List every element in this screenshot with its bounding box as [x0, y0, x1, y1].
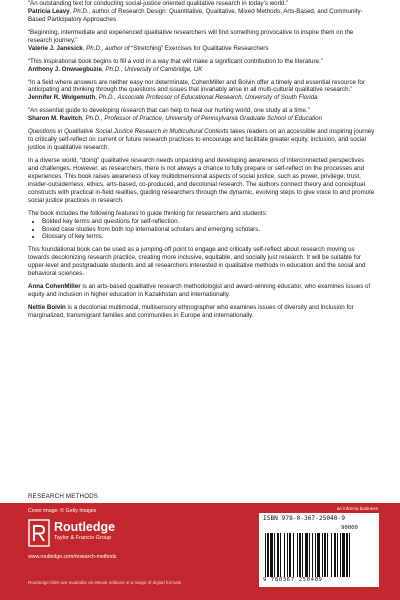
list-item: • Glossary of key terms.	[42, 233, 376, 241]
endorsement-role: Ph.D., Associate Professor of Educational Research, University of South Florida	[98, 94, 318, 102]
endorsements	[28, 0, 376, 123]
endorsement-author: Anthony J. Onwuegbuzie	[28, 65, 102, 73]
barcode-panel	[259, 513, 379, 587]
endorsement	[28, 107, 376, 123]
publisher-website: www.routledge.com/research-methods	[28, 554, 117, 560]
features-intro: The book includes the following features to guide thinking for researchers and students:	[28, 209, 268, 217]
endorsement	[28, 79, 376, 103]
endorsement	[28, 29, 376, 53]
endorsement-role: Ph.D., author of	[86, 44, 130, 52]
cover-credit: Cover image: © Getty Images	[28, 508, 97, 514]
endorsement-sep: ,	[101, 65, 106, 73]
price-code: 90000	[341, 525, 358, 531]
endorsement-text: “This inspirational book begins to fill a void in a way that will make a significant contribution to the literature.”	[28, 57, 323, 65]
endorsement-author: Sharon M. Ravitch	[28, 115, 82, 123]
book-title: Questions in Qualitative Social Justice Research in Multicultural Contexts	[28, 128, 229, 136]
endorsement-role: Ph.D.	[73, 7, 89, 15]
endorsement-role-rest: , author of Research Design: Quantitative, Qualitative, Mixed Methods, Arts-Based, and Community-Based Participatory Approaches	[28, 7, 363, 23]
description-intro-text: takes readers on an accessible and inspiring journey to critically self-reflect on current or future research practices to encourage and facilitate greater equity, inclusion, and social justice in qualitative research.	[28, 128, 375, 152]
features-block	[28, 210, 376, 242]
author-name: Anna CohenMiller	[28, 283, 81, 291]
description-paragraph: This foundational book can be used as a jumping-off point to engage and critically self-reflect about research moving us towards decolonizing research practice, creating more inclusive, equitable, and socially just research. It will be suitable for upper-level and postgraduate students and all researchers interested in qualitative methods in education and the social and behavioral sciences.	[28, 246, 366, 278]
endorsement-text: “An essential guide to developing research that can help to heal our hurting world, one study at a time.”	[28, 107, 310, 115]
endorsement-author: Valerie J. Janesick	[28, 44, 83, 52]
informa-tagline: an informa business	[336, 506, 378, 511]
author-bio-text: is a decolonial multimodal, multisensory ethnographer who examines issues of diversity and inclusion for marginalized, transmigrant families and communities in Europe and internationally.	[28, 304, 354, 319]
routledge-logo-icon	[28, 519, 50, 547]
author-bio	[28, 304, 376, 320]
author-name: Nettie Boivin	[28, 304, 66, 311]
endorsement-sep: ,	[69, 7, 74, 15]
list-item: • Bolded key terms and questions for self-reflection.	[42, 218, 376, 226]
endorsement	[28, 0, 376, 24]
description-intro	[28, 128, 376, 152]
publisher-logo	[28, 519, 158, 547]
endorsement-text: “An outstanding text for conducting social-justice oriented qualitative research in today’s world.”	[28, 0, 289, 7]
publisher-name: Routledge	[54, 520, 116, 534]
endorsement-text: “Beginning, intermediate and experienced qualitative researchers will find something provocative to inspire them on the research journey.”	[28, 28, 354, 44]
author-bio	[28, 283, 376, 299]
back-cover-text	[28, 0, 376, 325]
endorsement-role: Ph.D., University of Cambridge, UK	[105, 65, 203, 73]
publisher-group: Taylor & Francis Group	[54, 535, 112, 541]
list-item: • Boxed case studies from both top international scholars and emerging scholars.	[42, 226, 376, 234]
ebook-note: Routledge titles are available as eBook editions in a range of digital formats	[28, 580, 182, 585]
endorsement-text: “In a field where answers are neither easy nor determinate, CohenMiller and Boivin offer a timely and essential resource for anticipating and thinking through the questions and issues that invariably arise in all multi-cultural qualitative research.”	[28, 78, 365, 94]
endorsement-role-rest: “Stretching” Exercises for Qualitative Researchers	[129, 44, 269, 52]
barcode-digits: 9 780367 250409	[263, 577, 323, 583]
author-bio-text: is an arts-based qualitative research methodologist and award-winning educator, who examines issues of equity and inclusion in higher education in Kazakhstan and internationally.	[28, 283, 371, 299]
endorsement-author: Patricia Leavy	[28, 7, 70, 15]
endorsement-sep: ,	[82, 44, 87, 52]
endorsement	[28, 58, 376, 74]
endorsement-role: Ph.D., Professor of Practice, University of Pennsylvania Graduate School of Education	[85, 115, 323, 123]
description-paragraph: In a diverse world, “doing” qualitative research needs unpacking and developing awareness of interconnected perspectives and challenges. However, as researchers, there is not always a chance to fully prepare or self-reflect on the processes and experiences. This book raises awareness of key multidimensional aspects of social justice, such as power, privilege, trust, insider-outsiderness, ethics, arts-based, co-produced, and decolonial research. The authors connect theory and conceptual constructs with practical in-field realities, guiding researchers through the dynamic, evolving steps to give voice to and promote social justice practices in research.	[28, 157, 375, 204]
barcode-icon	[263, 533, 375, 577]
endorsement-author: Jennifer R. Wolgemuth	[28, 94, 96, 102]
endorsement-sep: ,	[95, 94, 99, 102]
isbn-text: ISBN 978-0-367-25040-9	[263, 515, 345, 522]
endorsement-sep: ,	[81, 115, 86, 123]
subject-category: RESEARCH METHODS	[28, 493, 99, 500]
features-list	[28, 218, 376, 242]
